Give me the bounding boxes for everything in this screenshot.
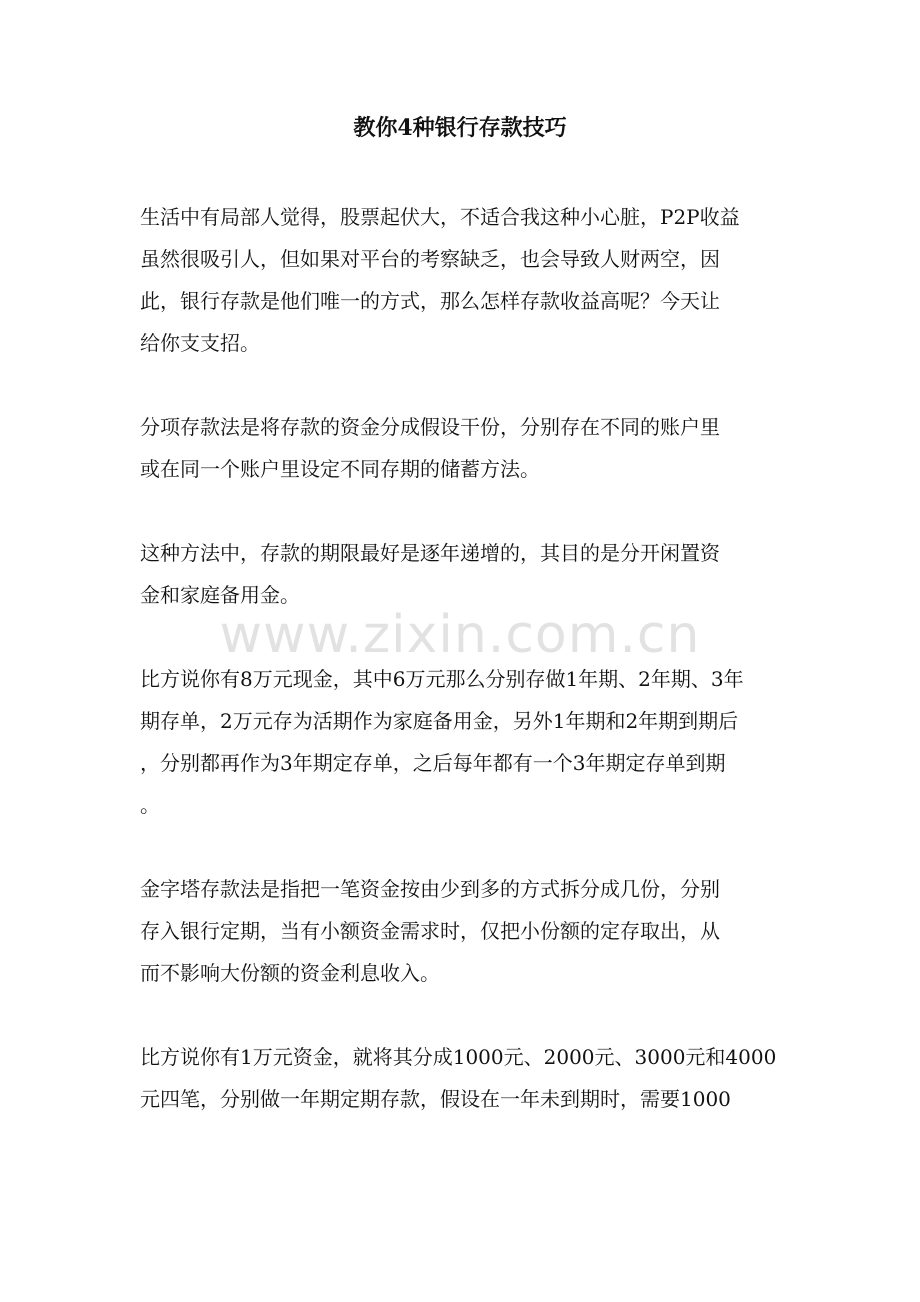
text-line: 。 <box>140 793 160 817</box>
text-line: 而不影响大份额的资金利息收入。 <box>140 961 440 985</box>
text-line: 这种方法中，存款的期限最好是逐年递增的，其目的是分开闲置资 <box>140 541 720 565</box>
paragraph-intro <box>140 196 780 364</box>
text-line: 此，银行存款是他们唯一的方式，那么怎样存款收益高呢？今天让 <box>140 289 720 313</box>
document-title: 教你4种银行存款技巧 <box>353 115 567 141</box>
text-line: 给你支支招。 <box>140 331 260 355</box>
text-line: 期存单，2万元存为活期作为家庭备用金，另外1年期和2年期到期后 <box>140 709 739 733</box>
text-line: 生活中有局部人觉得，股票起伏大，不适合我这种小心脏，P2P收益 <box>140 205 740 229</box>
paragraph-example-10k <box>140 1036 780 1120</box>
text-line: 金和家庭备用金。 <box>140 583 300 607</box>
text-line: 分项存款法是将存款的资金分成假设干份，分别存在不同的账户里 <box>140 415 720 439</box>
text-line: ，分别都再作为3年期定存单，之后每年都有一个3年期定存单到期 <box>140 751 726 775</box>
text-line: 元四笔，分别做一年期定期存款，假设在一年未到期时，需要1000 <box>140 1087 731 1111</box>
text-line: 或在同一个账户里设定不同存期的储蓄方法。 <box>140 457 540 481</box>
paragraph-split-deposit <box>140 406 780 490</box>
watermark: www.zixin.com.cn <box>219 605 701 665</box>
text-line: 金字塔存款法是指把一笔资金按由少到多的方式拆分成几份，分别 <box>140 877 720 901</box>
text-line: 比方说你有8万元现金，其中6万元那么分别存做1年期、2年期、3年 <box>140 667 744 691</box>
text-line: 虽然很吸引人，但如果对平台的考察缺乏，也会导致人财两空，因 <box>140 247 720 271</box>
text-line: 比方说你有1万元资金，就将其分成1000元、2000元、3000元和4000 <box>140 1045 777 1069</box>
paragraph-example-80k <box>140 658 780 826</box>
text-line: 存入银行定期，当有小额资金需求时，仅把小份额的定存取出，从 <box>140 919 720 943</box>
paragraph-pyramid-deposit <box>140 868 780 994</box>
paragraph-term-purpose <box>140 532 780 616</box>
